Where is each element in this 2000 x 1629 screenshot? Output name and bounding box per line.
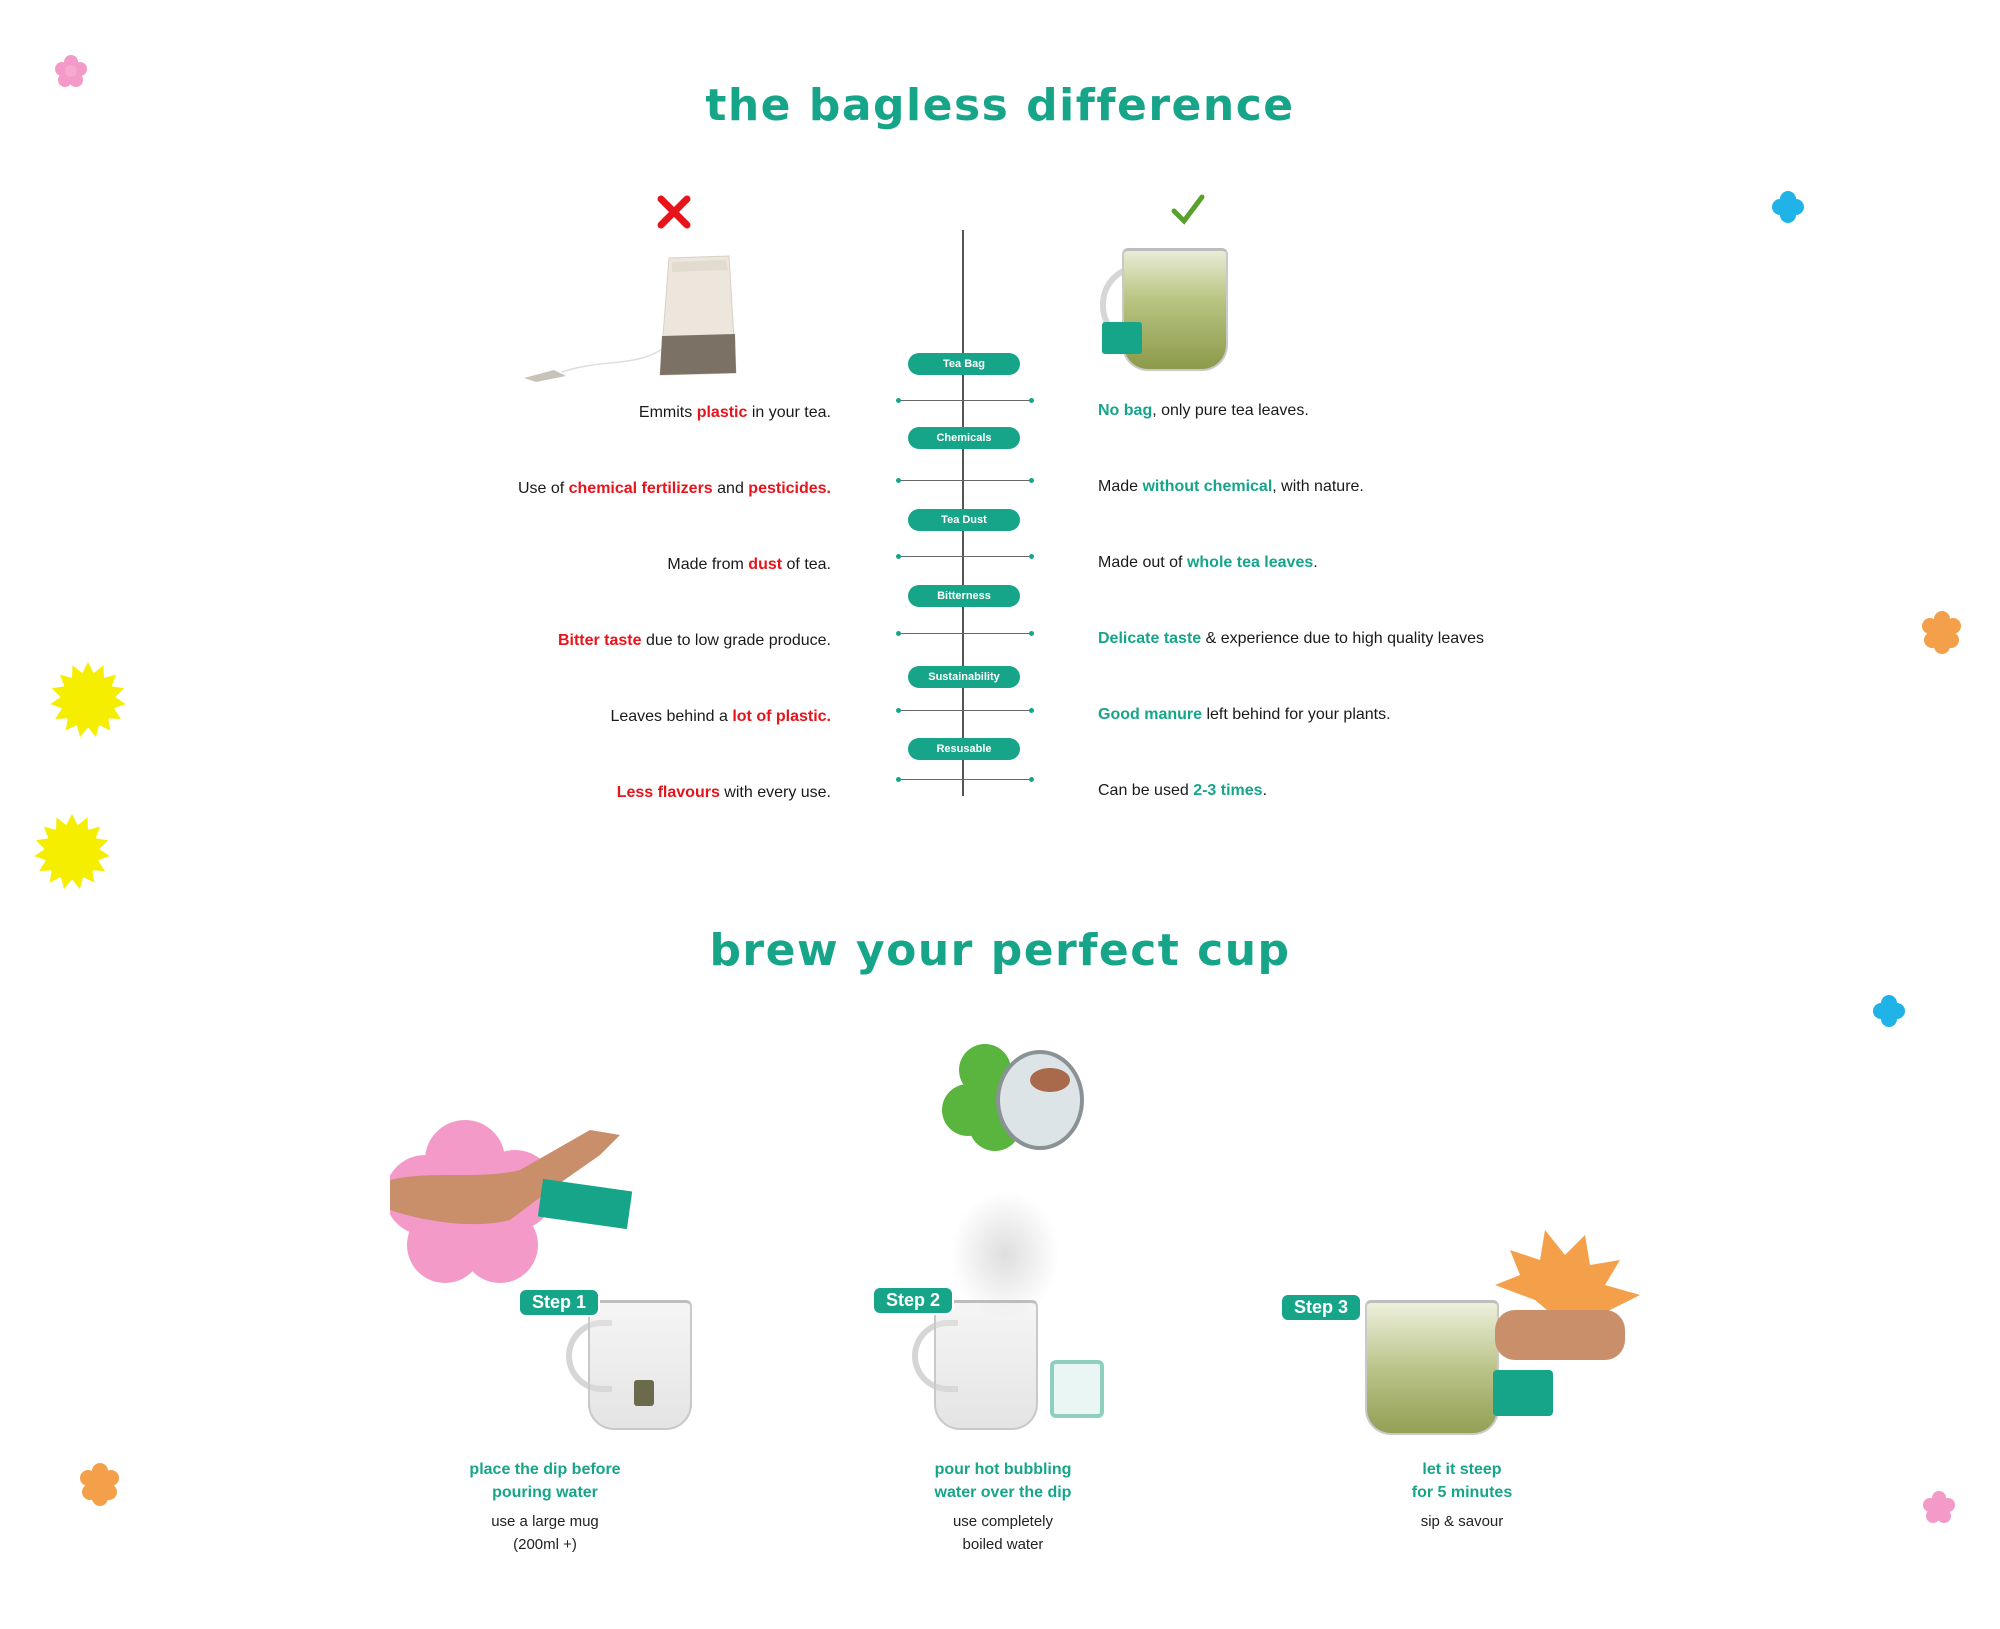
bagless-point bbox=[1098, 782, 1618, 800]
check-icon bbox=[1170, 192, 1206, 228]
positive-highlight: Good manure bbox=[1098, 706, 1203, 723]
point-text: Made bbox=[1098, 478, 1143, 495]
pill-tea-dust: Tea Dust bbox=[908, 509, 1020, 531]
point-text: of tea. bbox=[782, 556, 831, 573]
axis-tick bbox=[898, 400, 1032, 401]
point-text: and bbox=[712, 480, 749, 497]
axis-tick bbox=[898, 779, 1032, 780]
point-text: Use of bbox=[517, 480, 569, 497]
glass-tea-cup-image bbox=[1094, 244, 1244, 376]
negative-highlight: lot of plastic. bbox=[732, 708, 831, 725]
step-1-illustration bbox=[390, 1110, 720, 1435]
step-1-sub-line: (200ml +) bbox=[513, 1536, 577, 1553]
tea-bag-point bbox=[311, 632, 831, 650]
positive-highlight: No bag bbox=[1098, 402, 1153, 419]
step-1-sub-line: use a large mug bbox=[491, 1513, 599, 1530]
step-2-illustration bbox=[900, 1040, 1140, 1435]
orange-flower-icon bbox=[1920, 610, 1964, 654]
tea-bag-image bbox=[514, 248, 754, 383]
negative-highlight: plastic bbox=[696, 404, 748, 421]
step-3-badge: Step 3 bbox=[1280, 1293, 1362, 1322]
step-3-heading-line: let it steep bbox=[1422, 1461, 1502, 1478]
step-2-sub-line: use completely bbox=[952, 1513, 1054, 1530]
point-text: Made out of bbox=[1098, 554, 1187, 571]
point-text: in your tea. bbox=[747, 404, 831, 421]
yellow-sun-flower-icon bbox=[48, 660, 128, 740]
blue-flower-icon bbox=[1771, 190, 1805, 224]
step-1-caption bbox=[425, 1458, 665, 1556]
step-3-sub-line: sip & savour bbox=[1420, 1513, 1504, 1530]
point-text: left behind for your plants. bbox=[1202, 706, 1391, 723]
step-2-badge: Step 2 bbox=[872, 1286, 954, 1315]
point-text: , only pure tea leaves. bbox=[1152, 402, 1309, 419]
point-text: Can be used bbox=[1098, 782, 1194, 799]
section-title-bagless-difference: the bagless difference bbox=[705, 80, 1295, 131]
pill-chemicals: Chemicals bbox=[908, 427, 1020, 449]
pill-sustainability: Sustainability bbox=[908, 666, 1020, 688]
step-1-badge: Step 1 bbox=[518, 1288, 600, 1317]
point-text: Made from bbox=[667, 556, 749, 573]
pill-reusable: Resusable bbox=[908, 738, 1020, 760]
negative-highlight: pesticides. bbox=[748, 480, 831, 497]
bagless-point bbox=[1098, 630, 1618, 648]
point-text: . bbox=[1262, 782, 1268, 799]
axis-tick bbox=[898, 480, 1032, 481]
axis-tick bbox=[898, 633, 1032, 634]
orange-flower-icon bbox=[78, 1462, 122, 1506]
tea-bag-point bbox=[311, 556, 831, 574]
axis-tick bbox=[898, 556, 1032, 557]
step-2-heading-line: water over the dip bbox=[934, 1484, 1072, 1501]
cross-icon bbox=[656, 194, 692, 230]
pill-bitterness: Bitterness bbox=[908, 585, 1020, 607]
positive-highlight: Delicate taste bbox=[1098, 630, 1202, 647]
step-2-caption bbox=[883, 1458, 1123, 1556]
bagless-point bbox=[1098, 554, 1618, 572]
step-1-heading-line: place the dip before bbox=[469, 1461, 621, 1478]
point-text: , with nature. bbox=[1272, 478, 1364, 495]
point-text: . bbox=[1313, 554, 1318, 571]
step-1-heading-line: pouring water bbox=[492, 1484, 598, 1501]
bagless-point bbox=[1098, 478, 1618, 496]
positive-highlight: 2-3 times bbox=[1193, 782, 1263, 799]
negative-highlight: Less flavours bbox=[616, 784, 720, 801]
point-text: Leaves behind a bbox=[610, 708, 733, 725]
point-text: & experience due to high quality leaves bbox=[1201, 630, 1485, 647]
section-title-brew-perfect-cup: brew your perfect cup bbox=[709, 925, 1291, 976]
negative-highlight: chemical fertilizers bbox=[568, 480, 713, 497]
point-text: with every use. bbox=[719, 784, 831, 801]
step-3-illustration bbox=[1345, 1220, 1655, 1435]
point-text: Emmits bbox=[638, 404, 697, 421]
tea-bag-point bbox=[311, 784, 831, 802]
positive-highlight: without chemical bbox=[1142, 478, 1273, 495]
negative-highlight: dust bbox=[748, 556, 783, 573]
bagless-point bbox=[1098, 402, 1618, 420]
axis-tick bbox=[898, 710, 1032, 711]
bagless-point bbox=[1098, 706, 1618, 724]
positive-highlight: whole tea leaves bbox=[1186, 554, 1314, 571]
step-2-heading-line: pour hot bubbling bbox=[934, 1461, 1072, 1478]
negative-highlight: Bitter taste bbox=[557, 632, 642, 649]
tea-bag-point bbox=[311, 480, 831, 498]
point-text: due to low grade produce. bbox=[641, 632, 831, 649]
yellow-sun-flower-icon bbox=[32, 812, 112, 892]
pill-tea-bag: Tea Bag bbox=[908, 353, 1020, 375]
blue-flower-icon bbox=[1872, 994, 1906, 1028]
pink-flower-icon bbox=[1922, 1490, 1956, 1524]
tea-bag-point bbox=[311, 708, 831, 726]
step-2-sub-line: boiled water bbox=[962, 1536, 1044, 1553]
step-3-caption bbox=[1342, 1458, 1582, 1533]
step-3-heading-line: for 5 minutes bbox=[1411, 1484, 1513, 1501]
tea-bag-point bbox=[311, 404, 831, 422]
